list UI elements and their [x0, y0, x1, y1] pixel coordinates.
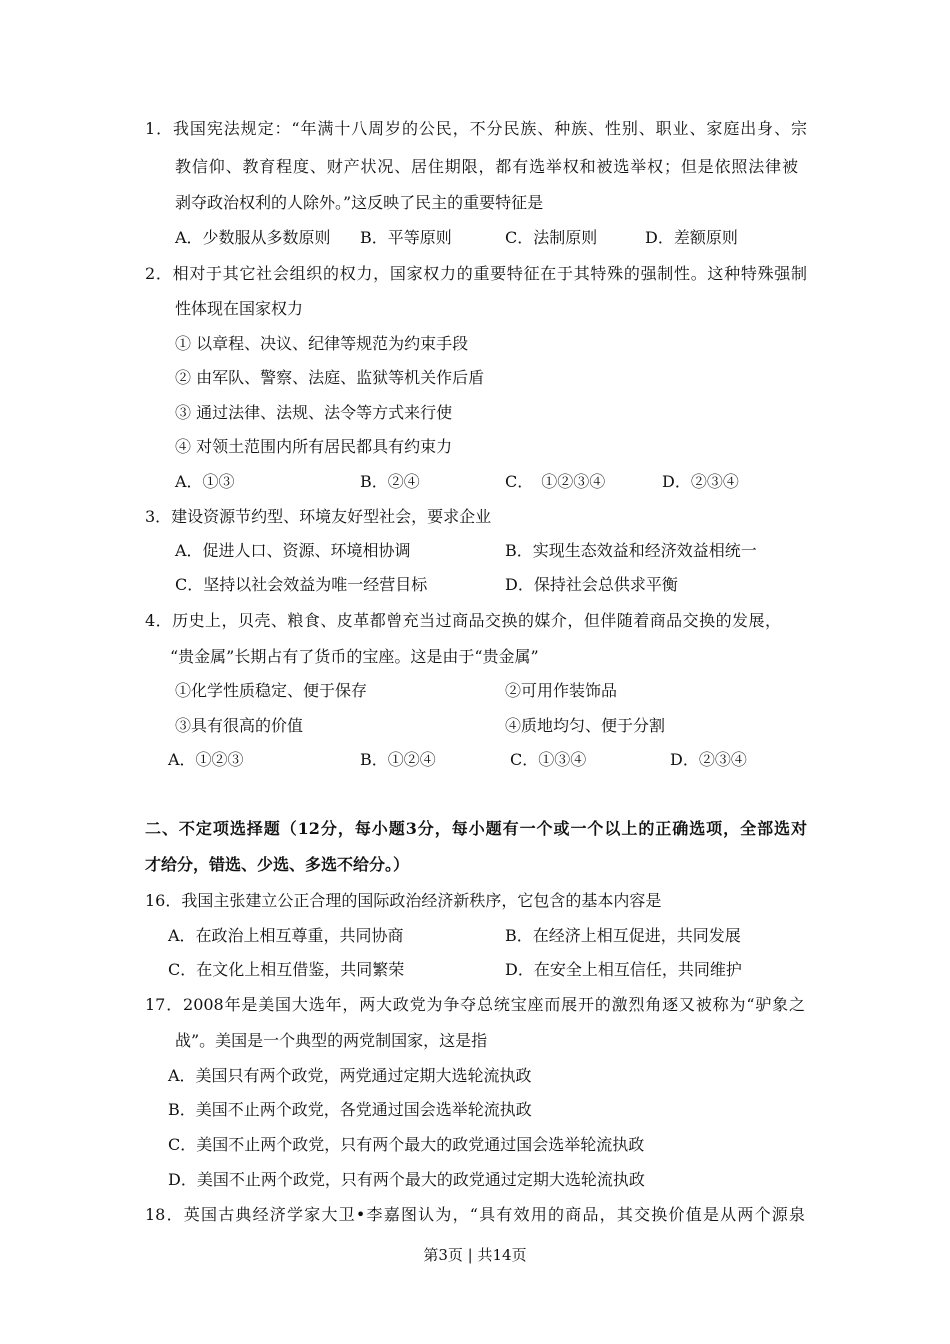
option-c: C．坚持以社会效益为唯一经营目标	[175, 575, 428, 594]
question-text: 战”。美国是一个典型的两党制国家，这是指	[175, 1031, 488, 1050]
option-b: B．实现生态效益和经济效益相统一	[505, 541, 757, 560]
question-text: 4．历史上，贝壳、粮食、皮革都曾充当过商品交换的媒介，但伴随着商品交换的发展，	[145, 611, 781, 630]
question-text: 剥夺政治权利的人除外。”这反映了民主的重要特征是	[175, 193, 544, 212]
option-d: D．美国不止两个政党，只有两个最大的政党通过定期大选轮流执政	[168, 1170, 645, 1189]
question-text: 17．2008年是美国大选年，两大政党为争夺总统宝座而展开的激烈角逐又被称为“驴象之	[145, 995, 805, 1014]
option-a: A．①②③	[168, 750, 244, 769]
statement-item: ③具有很高的价值	[175, 716, 304, 735]
option-a: A．在政治上相互尊重，共同协商	[168, 926, 404, 945]
option-c: C．①③④	[510, 750, 587, 769]
statement-item: ①化学性质稳定、便于保存	[175, 681, 368, 700]
option-c: C．法制原则	[505, 228, 598, 247]
question-text: 性体现在国家权力	[175, 299, 304, 318]
statement-item: ③ 通过法律、法规、法令等方式来行使	[175, 403, 453, 422]
statement-item: ④质地均匀、便于分割	[505, 716, 666, 735]
option-c: C．美国不止两个政党，只有两个最大的政党通过国会选举轮流执政	[168, 1135, 645, 1154]
question-text: 2．相对于其它社会组织的权力，国家权力的重要特征在于其特殊的强制性。这种特殊强制	[145, 264, 807, 283]
option-d: D．保持社会总供求平衡	[505, 575, 678, 594]
section-heading: 才给分，错选、少选、多选不给分。）	[145, 855, 410, 874]
option-a: A．①③	[175, 472, 235, 491]
page-number: 第3页 | 共14页	[423, 1246, 527, 1264]
option-a: A．少数服从多数原则	[175, 228, 331, 247]
statement-item: ④ 对领土范围内所有居民都具有约束力	[175, 437, 453, 456]
option-b: B．①②④	[360, 750, 436, 769]
question-text: 18．英国古典经济学家大卫•李嘉图认为，“具有效用的商品，其交换价值是从两个源泉	[145, 1205, 805, 1224]
statement-item: ② 由军队、警察、法庭、监狱等机关作后盾	[175, 368, 485, 387]
option-b: B．②④	[360, 472, 420, 491]
option-a: A．美国只有两个政党，两党通过定期大选轮流执政	[168, 1066, 532, 1085]
option-d: D．②③④	[670, 750, 747, 769]
option-d: D．在安全上相互信任，共同维护	[505, 960, 742, 979]
option-a: A．促进人口、资源、环境相协调	[175, 541, 411, 560]
option-d: D．差额原则	[645, 228, 738, 247]
question-text: 16．我国主张建立公正合理的国际政治经济新秩序，它包含的基本内容是	[145, 891, 662, 910]
statement-item: ① 以章程、决议、纪律等规范为约束手段	[175, 334, 469, 353]
question-text: 教信仰、教育程度、财产状况、居住期限，都有选举权和被选举权；但是依照法律被	[175, 157, 798, 176]
option-d: D．②③④	[662, 472, 739, 491]
question-text: 1．我国宪法规定：“年满十八周岁的公民，不分民族、种族、性别、职业、家庭出身、宗	[145, 119, 807, 138]
section-heading: 二、不定项选择题（12分，每小题3分，每小题有一个或一个以上的正确选项，全部选对	[145, 819, 807, 838]
statement-item: ②可用作装饰品	[505, 681, 618, 700]
option-b: B．平等原则	[360, 228, 452, 247]
option-b: B．美国不止两个政党，各党通过国会选举轮流执政	[168, 1100, 532, 1119]
question-text: “贵金属”长期占有了货币的宝座。这是由于“贵金属”	[170, 647, 539, 666]
question-text: 3．建设资源节约型、环境友好型社会，要求企业	[145, 507, 492, 526]
option-c: C． ①②③④	[505, 472, 606, 491]
option-b: B．在经济上相互促进，共同发展	[505, 926, 741, 945]
option-c: C．在文化上相互借鉴，共同繁荣	[168, 960, 405, 979]
